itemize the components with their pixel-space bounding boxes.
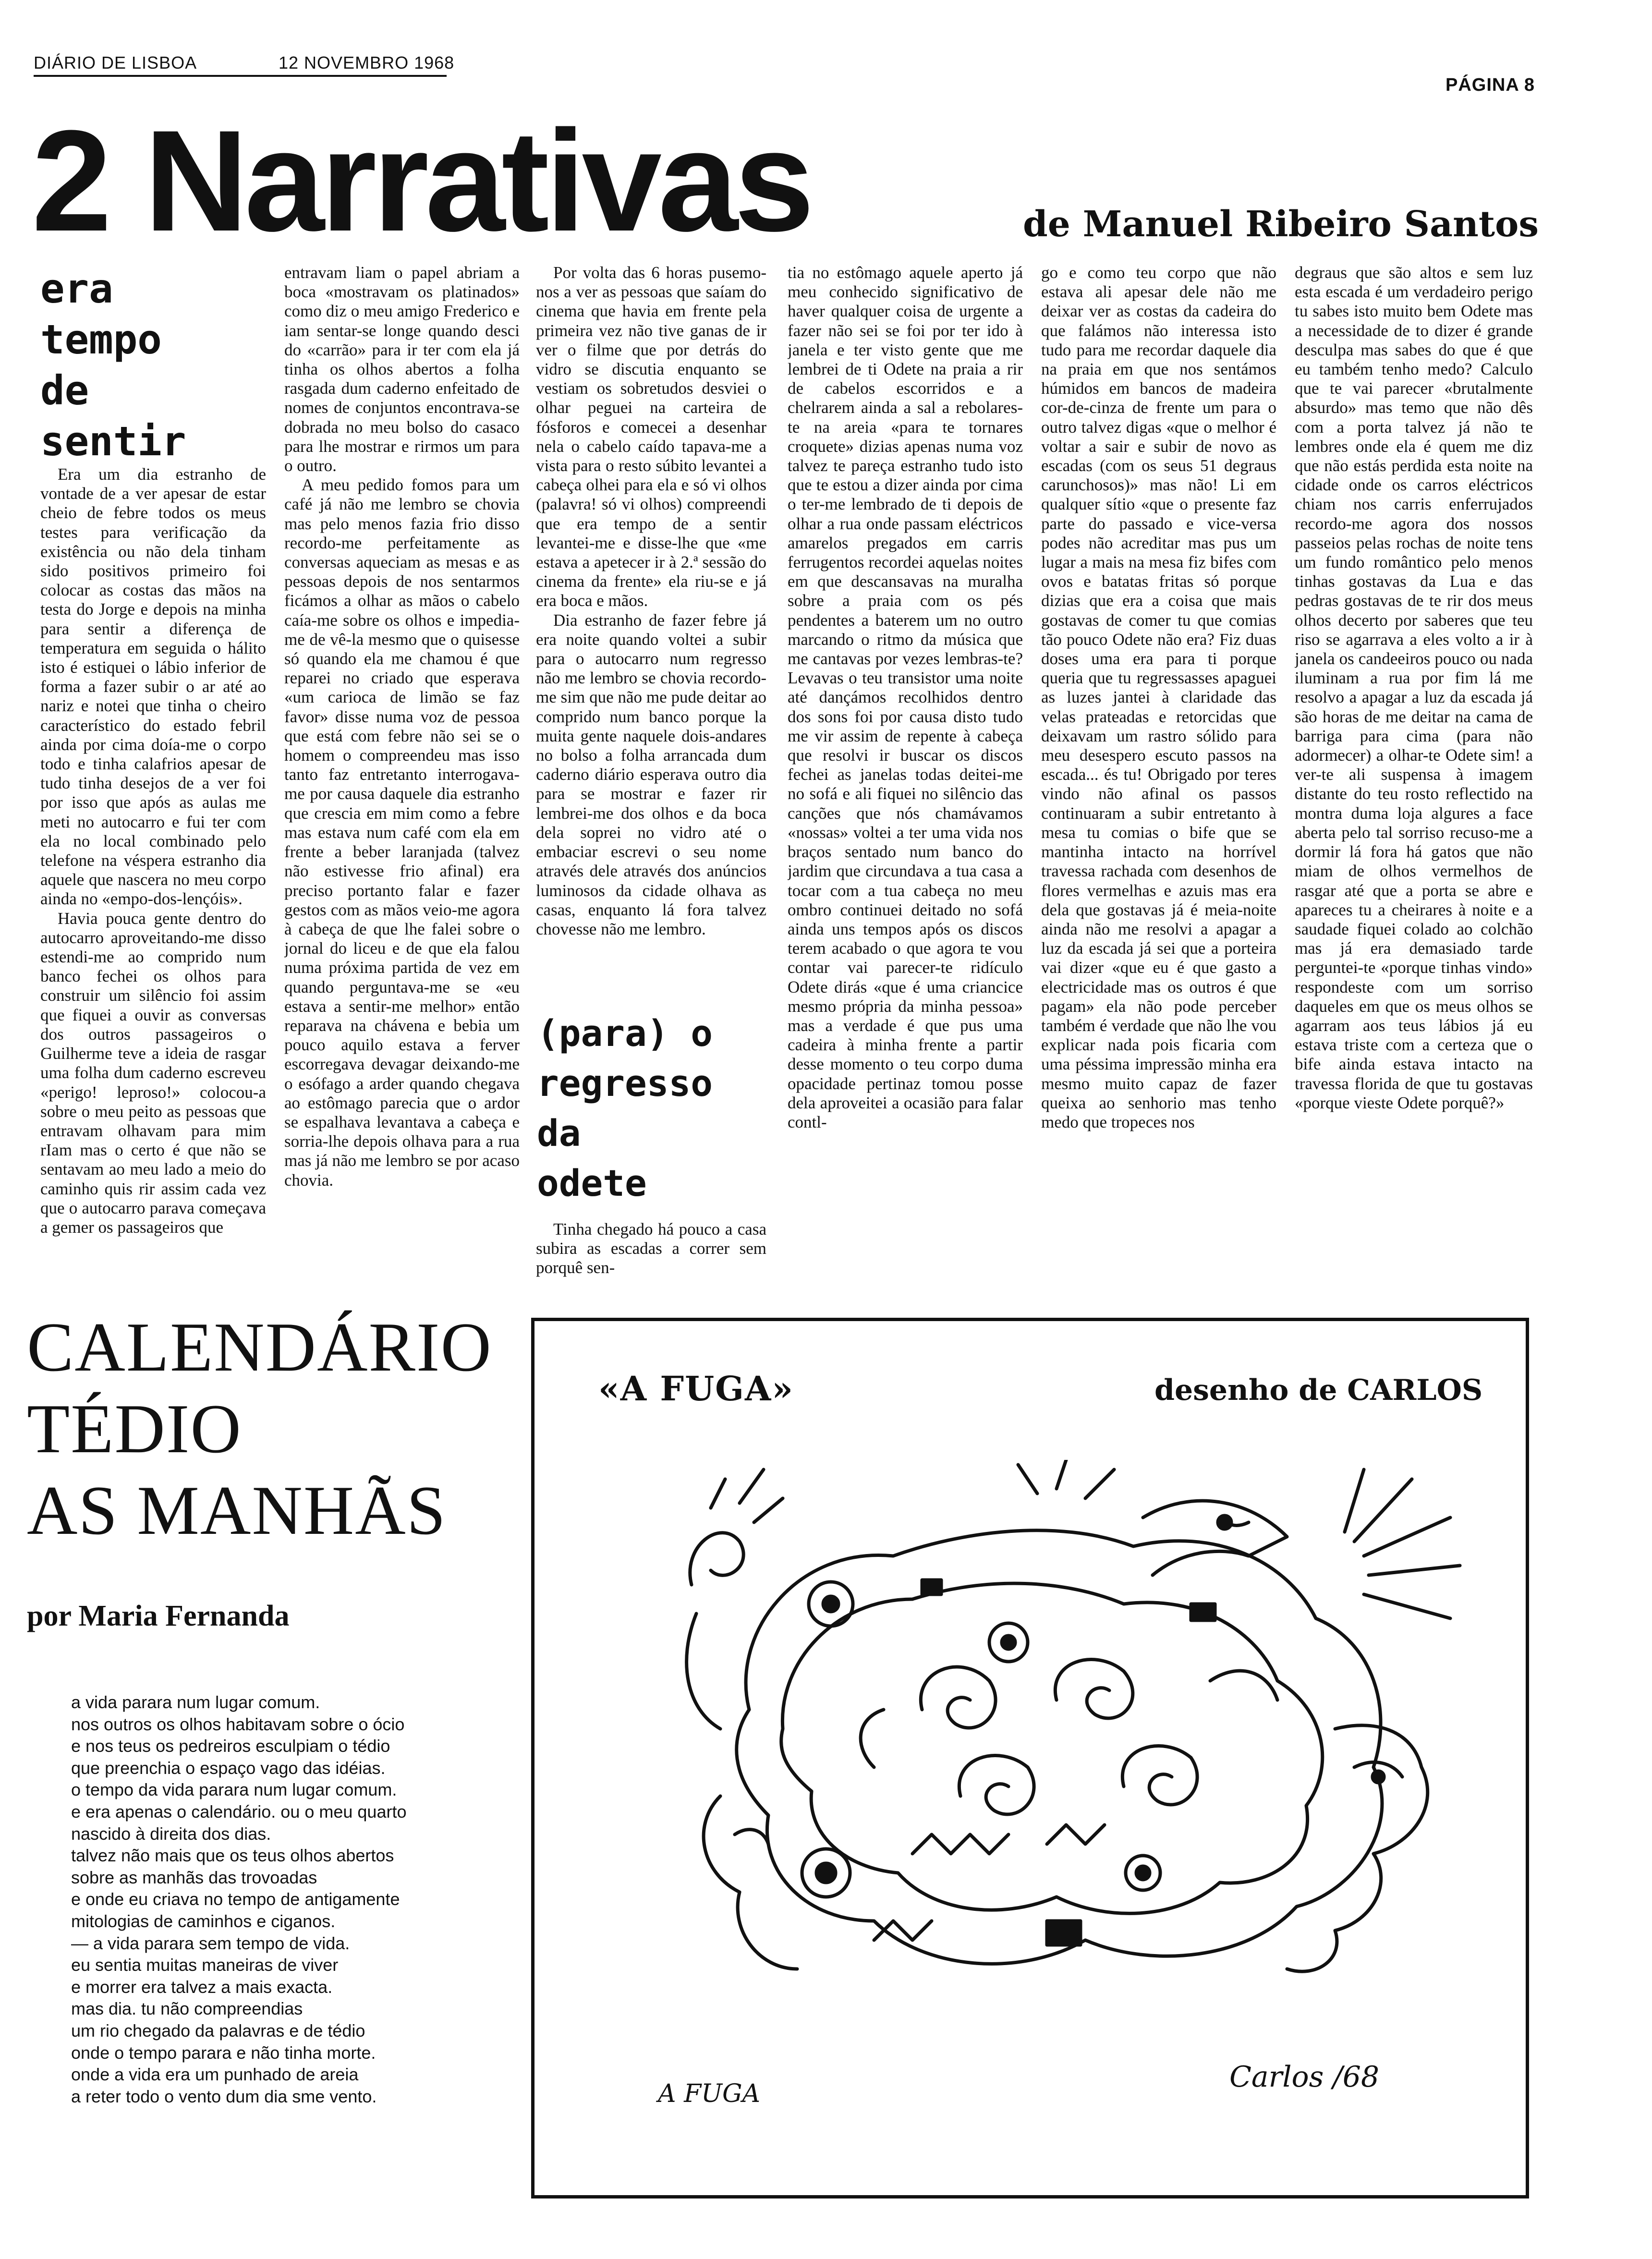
story2-headline <box>537 1008 767 1208</box>
story1-headline-line: sentir <box>40 418 186 465</box>
paragraph: Dia estranho de fazer febre já era noite quando voltei a subir para o autocarro num regresso não me lembro se chovia recordo-me sim que não me pude deitar ao comprido num banco porque la muita gente naquele dois-andares no bolso a folha arrancada dum caderno diário esperava outro dia para se mostrar e fazer rir lembrei-me dos olhos e da boca dela soprei no vidro até o embaciar escrevi o seu nome através dele através dos anúncios luminosos da cidade olhava as casas, enquanto lá fora talvez chovesse não me lembro. <box>536 610 766 938</box>
author-byline: de Manuel Ribeiro Santos <box>1023 204 1539 245</box>
paragraph: Havia pouca gente dentro do autocarro aproveitando-me disso estendi-me ao comprido num banco fechei os olhos para construir um silêncio foi assim que fiquei a ouvir as conversas dos outros passageiros o Guilherme teve a ideia de rasgar uma folha dum caderno escreveu «perigo! leproso!» colocou-a sobre o meu peito as pessoas que entravam olhavam para mim rIam mas o certo é que não se sentavam ao meu lado a meio do caminho quis rir assim cada vez que o autocarro parava começava a gemer os passageiros que <box>40 909 266 1237</box>
story1-column-2 <box>284 263 520 1277</box>
paragraph: entravam liam o papel abriam a boca «mostravam os platinados» como diz o meu amigo Frederico e iam sentar-se longe quando desci do «carrão» para ir ter com ela já tinha os olhos abertos a folha rasgada dum caderno enfeitado de nomes de conjuntos encontrava-se dobrada no meu bolso do casaco para lhe mostrar e rirmos um para o outro. <box>284 263 520 475</box>
artist-signature: Carlos /68 <box>1229 2060 1380 2094</box>
poem-line: e onde eu criava no tempo de antigamente <box>71 1889 400 1909</box>
poem-line: um rio chegado da palavras e de tédio <box>71 2020 365 2040</box>
abstract-drawing <box>624 1460 1470 2027</box>
drawing-title: «A FUGA» <box>598 1369 794 1409</box>
poem-line: mas dia. tu não compreendias <box>71 1999 303 2019</box>
paragraph: go e como teu corpo que não estava ali apesar dele não me deixar ver as costas da cadeira do que falámos não interessa isto tudo para me recordar daquele dia na praia em que nos sentámos húmidos em bancos de madeira cor-de-cinza de frente um para o outro talvez digas «que o melhor é voltar a sair e subir de novo as escadas (com os seus 51 degraus carunchosos)» mas não! Li em qualquer sítio «que o presente faz parte do passado e vice-versa podes não acreditar mas pus um lugar a mais na mesa fiz bifes com ovos e batatas fritas só porque dizias que era a coisa que mais gostavas de comer tu que comias tão pouco Odete não era? Fiz duas doses uma era para ti porque queria que tu regressasses apaguei as luzes jantei à claridade das velas prateadas e retorcidas que deixavam um rastro sólido para meu desespero escuto passos na escada... és tu! Obrigado por teres vindo não afinal os passos continuaram a subir entretanto à mesa tu comias o bife que se mantinha intacto na horrível travessa rachada com desenhos de flores vermelhas e azuis mas era dela que gostavas já é meia-noite ainda não me resolvi a apagar a luz da escada já sei que a porteira vai dizer «que eu é que gasto a electricidade mas os outros é que pagam» ela não pode perceber também é verdade que não lhe vou explicar nada pois ficaria com uma péssima impressão minha era mesmo muito capaz de fazer queixa ao senhorio mas tenho medo que tropeces nos <box>1041 263 1276 1131</box>
story1-headline-line: era <box>40 265 113 312</box>
poem-line: e nos teus os pedreiros esculpiam o tédio <box>71 1736 390 1756</box>
story1-column-3 <box>536 263 766 979</box>
poem-line: onde a vida era um punhado de areia <box>71 2065 359 2085</box>
calendario-title <box>27 1306 526 1551</box>
story2-headline-line: odete <box>537 1162 647 1204</box>
poem-line: eu sentia muitas maneiras de viver <box>71 1955 339 1975</box>
issue-date: 12 NOVEMBRO 1968 <box>279 53 455 73</box>
poem-line: nos outros os olhos habitavam sobre o ócio <box>71 1714 405 1734</box>
poem-line: que preenchia o espaço vago das idéias. <box>71 1758 386 1778</box>
calendario-byline: por Maria Fernanda <box>27 1600 290 1632</box>
newspaper-name: DIÁRIO DE LISBOA <box>34 53 197 73</box>
page-number: PÁGINA 8 <box>1446 75 1535 95</box>
calendario-title-line: CALENDÁRIO <box>27 1308 492 1386</box>
poem-line: sobre as manhãs das trovoadas <box>71 1867 317 1887</box>
story2-column-1 <box>536 1220 766 1279</box>
paragraph: A meu pedido fomos para um café já não me lembro se chovia mas pelo menos fazia frio disso recordo-me perfeitamente as conversas aqueciam as mesas e as pessoas depois de nos sentarmos ficámos a olhar as mãos o cabelo caía-me sobre os olhos e impedia-me de vê-la mesmo que o quisesse só quando ela me chamou é que reparei no criado que esperava «um carioca de limão se faz favor» disse numa voz de pessoa que está com febre não sei se o homem o compreendeu mas isso tanto faz entretanto interrogava-me por causa daquele dia estranho que crescia em mim como a febre mas estava num café com ela em frente a beber laranjada (talvez não estivesse frio afinal) era preciso portanto falar e fazer gestos com as mãos veio-me agora à cabeça de que lhe falei sobre o jornal do liceu e de que ela falou numa próxima partida de vez em quando perguntava-me se «eu estava a sentir-me melhor» então reparava na chávena e bebia um pouco aquilo estava a ferver escorregava devagar deixando-me o esófago a arder quando chegava ao estômago parecia que o ardor se espalhava levantava a cabeça e sorria-lhe depois olhava para a rua mas já não me lembro se por acaso chovia. <box>284 475 520 1190</box>
poem-line: e morrer era talvez a mais exacta. <box>71 1977 333 1997</box>
story2-headline-line: da <box>537 1112 581 1154</box>
poem-line: mitologias de caminhos e ciganos. <box>71 1911 336 1931</box>
paragraph: Tinha chegado há pouco a casa subira as escadas a correr sem porquê sen- <box>536 1220 766 1277</box>
poem-line: a vida parara num lugar comum. <box>71 1692 320 1712</box>
calendario-title-line: TÉDIO <box>27 1390 242 1468</box>
masthead-rule <box>34 75 447 77</box>
drawing-credit: desenho de CARLOS <box>1154 1373 1483 1407</box>
poem-line: onde o tempo parara e não tinha morte. <box>71 2042 376 2063</box>
paragraph: Por volta das 6 horas pusemo-nos a ver as pessoas que saíam do cinema que havia em frente pela primeira vez não tive ganas de ir ver o filme que por detrás do vidro se discutia enquanto se vestiam os sobretudos desviei o olhar peguei na carteira de fósforos e comecei a desenhar nela o cabelo caído tapava-me a vista para o resto súbito levantei a cabeça olhei para ela e só vi olhos (palavra! só vi olhos) compreendi que era tempo de a sentir levantei-me e disse-lhe que «me estava a apetecer ir à 2.ª sessão do cinema da frente» ela riu-se e já era boca e mãos. <box>536 263 766 610</box>
story1-column-1 <box>40 465 266 1277</box>
poem-line: talvez não mais que os teus olhos abertos <box>71 1846 394 1866</box>
poem-line: a reter todo o vento dum dia sme vento. <box>71 2086 377 2106</box>
story1-headline <box>40 263 223 467</box>
paragraph: tia no estômago aquele aperto já meu conhecido significativo de haver qualquer coisa de urgente a fazer não sei se foi por ter ido à janela e ter visto gente que me lembrei de ti Odete na praia a rir de cabelos escorridos e a chelrarem ainda a sal a rebolares-te na areia «para te tornares croquete» dizias apenas numa voz talvez te pareça estranho tudo isto que te estou a dizer ainda por cima o ter-me lembrado de ti depois de olhar a rua onde passam eléctricos amarelos pregados em carris ferrugentos recordei aquelas noites em que descansavas na muralha sobre a praia com os pés pendentes a baterem um no outro marcando o ritmo da música que me cantavas por vezes lembras-te? Levavas o teu transistor uma noite até dançámos recolhidos dentro dos sons foi por causa disto tudo me vir assim de repente à cabeça que resolvi ir buscar os discos fechei as janelas todas deitei-me no sofá e ali fiquei no silêncio das canções que nós chamávamos «nossas» voltei a ter uma vida nos braços sentado num banco do jardim que circundava a tua casa a tocar com a tua cabeça no meu ombro continuei deitado no sofá ainda uns tempos após os discos terem acabado o que agora te vou contar vai parecer-te ridículo Odete dirás «que é uma criancice mesmo própria da minha pessoa» mas a verdade é que pus uma cadeira à minha frente a partir desse momento o teu corpo duma opacidade pertinaz tomou posse dela aproveitei a ocasião para falar contl- <box>788 263 1023 1131</box>
story1-headline-line: tempo <box>40 316 162 363</box>
poem-line: — a vida parara sem tempo de vida. <box>71 1933 350 1953</box>
story2-column-3 <box>1041 263 1276 1277</box>
poem-line: o tempo da vida parara num lugar comum. <box>71 1780 397 1800</box>
story1-headline-line: de <box>40 367 89 414</box>
main-headline: 2 Narrativas <box>32 100 811 261</box>
poem-line: nascido à direita dos dias. <box>71 1823 271 1844</box>
story2-column-4 <box>1295 263 1533 1277</box>
story2-headline-line: regresso <box>537 1062 713 1105</box>
poem-line: e era apenas o calendário. ou o meu quarto <box>71 1801 407 1822</box>
paragraph: degraus que são altos e sem luz esta escada é um verdadeiro perigo tu sabes isto muito bem Odete mas a necessidade de to dizer é grande desculpa mas sabes do que é que eu também tenho medo? Calculo que te vai parecer «brutalmente absurdo» mas temo que não dês com a porta talvez já não te lembres onde ela é quem me diz que não estás perdida esta noite na cidade onde os carros eléctricos chiam nos carris enferrujados recordo-me agora dos nossos passeios pelas rochas de noite tens um fundo romântico pelo menos tinhas gostavas da Lua e das pedras gostavas de te rir dos meus olhos decerto por saberes que teu riso se agarrava a eles volto a ir à janela os candeeiros pouco ou nada iluminam a rua por fim lá me resolvo a apagar a luz da escada já são horas de me deitar na cama de barriga para cima (para não adormecer) a olhar-te Odete sim! a ver-te ali suspensa à imagem distante do teu rosto reflectido na montra duma loja algures a face aberta pelo tal sorriso recuso-me a dormir lá fora há gatos que não miam de olhos vermelhos de rasgar até que a porta se abre e apareces tu a cheirares à noite e a saudade fiquei colado ao colchão mas já era demasiado tarde perguntei-te «porque tinhas vindo» respondeste com um sorriso daqueles em que os meus olhos se agarram aos teus lábios já eu estava triste com a certeza que o bife ainda estava intacto na travessa florida de que tu gostavas «porque vieste Odete porquê?» <box>1295 263 1533 1112</box>
poem <box>71 1691 503 2107</box>
drawing-caption: A FUGA <box>658 2079 761 2108</box>
calendario-title-line: AS MANHÃS <box>27 1471 447 1549</box>
story2-headline-line: (para) o <box>537 1012 713 1055</box>
story2-column-2 <box>788 263 1023 1277</box>
paragraph: Era um dia estranho de vontade de a ver apesar de estar cheio de febre todos os meus testes para verificação da existência ou não dela tinham sido positivos primeiro foi colocar as costas das mãos na testa do Jorge e depois na minha para sentir a diferença de temperatura em seguida o hálito isto é estiquei o lábio inferior de forma a fazer subir o ar até ao nariz e notei que tinha o cheiro característico do estado febril ainda por cima doía-me o corpo todo e tinha calafrios apesar de tudo tinha desejos de a ver foi por isso que após as aulas me meti no autocarro e fui ter com ela no local combinado pelo telefone na véspera estranho dia aquele que nascera no meu corpo ainda no «empo-dos-lençóis». <box>40 465 266 909</box>
